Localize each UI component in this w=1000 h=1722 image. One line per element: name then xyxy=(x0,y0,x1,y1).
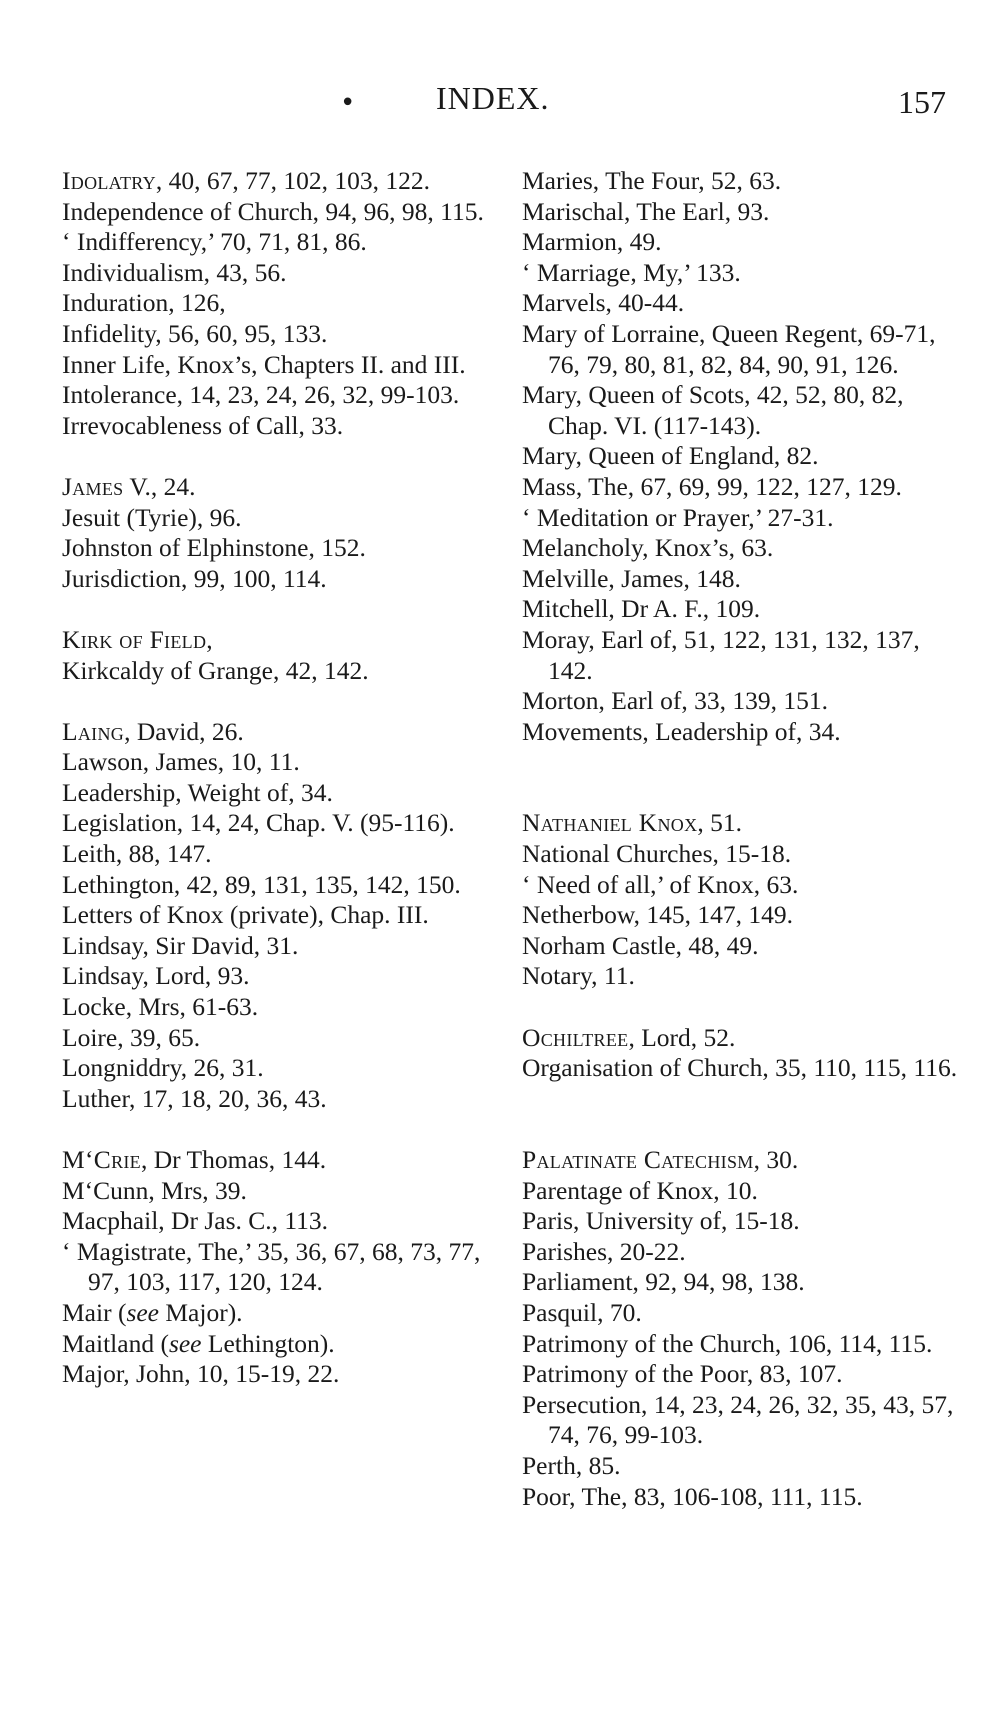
entry-text: Mitchell, Dr A. F., 109. xyxy=(522,594,761,624)
index-entry xyxy=(522,900,958,931)
entry-gap xyxy=(522,992,958,1023)
entry-text: Parliament, 92, 94, 98, 138. xyxy=(522,1267,805,1297)
index-entry xyxy=(522,472,958,503)
entry-text: Induration, 126, xyxy=(62,288,226,318)
entry-text: Melville, James, 148. xyxy=(522,563,741,593)
entry-text: Pasquil, 70. xyxy=(522,1297,642,1327)
entry-text: M‘Cunn, Mrs, 39. xyxy=(62,1175,247,1205)
entry-text: Maries, The Four, 52, 63. xyxy=(522,166,782,195)
entry-text: , Dr Thomas, 144. xyxy=(140,1145,327,1174)
entry-text: Patrimony of the Poor, 83, 107. xyxy=(522,1359,843,1389)
entry-text: Intolerance, 14, 23, 24, 26, 32, 99-103. xyxy=(62,380,460,410)
entry-text: Locke, Mrs, 61-63. xyxy=(62,992,259,1022)
entry-text: Mary, Queen of England, 82. xyxy=(522,441,819,471)
entry-text: Loire, 39, 65. xyxy=(62,1022,201,1052)
entry-text: V., 24. xyxy=(123,471,196,501)
index-entry xyxy=(522,319,958,380)
index-entry xyxy=(62,319,500,350)
entry-text: Jesuit (Tyrie), 96. xyxy=(62,502,242,532)
index-entry xyxy=(62,503,500,534)
index-entry xyxy=(62,931,500,962)
index-entry xyxy=(522,1237,958,1268)
entry-text: Legislation, 14, 24, Chap. V. (95-116). xyxy=(62,808,455,838)
index-entry xyxy=(522,166,958,197)
entry-gap xyxy=(522,1084,958,1115)
entry-text: Leith, 88, 147. xyxy=(62,839,212,869)
index-entry xyxy=(62,747,500,778)
entry-text: Inner Life, Knox’s, Chapters II. and III. xyxy=(62,349,466,379)
index-entry xyxy=(522,1451,958,1482)
entry-text: Melancholy, Knox’s, 63. xyxy=(522,533,774,563)
index-entry xyxy=(522,1359,958,1390)
entry-text: Mass, The, 67, 69, 99, 122, 127, 129. xyxy=(522,471,902,501)
entry-lead-word: James xyxy=(62,471,124,501)
index-entry xyxy=(62,1053,500,1084)
index-entry xyxy=(522,1206,958,1237)
index-entry xyxy=(62,411,500,442)
index-entry xyxy=(522,686,958,717)
entry-text: Kirkcaldy of Grange, 42, 142. xyxy=(62,655,369,685)
index-entry xyxy=(62,1023,500,1054)
index-entry xyxy=(62,227,500,258)
entry-text: , 51. xyxy=(697,808,743,838)
entry-gap xyxy=(62,1114,500,1145)
index-entry xyxy=(522,564,958,595)
entry-text: Parishes, 20-22. xyxy=(522,1236,686,1266)
index-entry xyxy=(62,1359,500,1390)
index-entry xyxy=(522,441,958,472)
entry-text: , David, 26. xyxy=(124,716,244,746)
entry-text: Patrimony of the Church, 106, 114, 115. xyxy=(522,1328,933,1358)
entry-text: Lindsay, Sir David, 31. xyxy=(62,930,299,960)
index-entry xyxy=(62,900,500,931)
entry-text: National Churches, 15-18. xyxy=(522,839,792,869)
index-entry xyxy=(62,166,500,197)
index-entry xyxy=(62,258,500,289)
entry-lead-word: Kirk of Field xyxy=(62,624,207,654)
entry-text: Marvels, 40-44. xyxy=(522,288,685,318)
entry-text: Infidelity, 56, 60, 95, 133. xyxy=(62,318,328,348)
entry-text: Irrevocableness of Call, 33. xyxy=(62,410,344,440)
index-entry xyxy=(62,656,500,687)
index-entry xyxy=(522,594,958,625)
entry-lead-word: M‘Crie xyxy=(62,1145,141,1174)
index-entry xyxy=(522,1482,958,1513)
entry-text-continued: Lethington). xyxy=(201,1328,335,1358)
index-entry xyxy=(522,1267,958,1298)
index-entry xyxy=(62,1206,500,1237)
entry-text: Lawson, James, 10, 11. xyxy=(62,747,300,777)
index-entry xyxy=(62,961,500,992)
entry-text: ‘ Need of all,’ of Knox, 63. xyxy=(522,869,799,899)
entry-text: Paris, University of, 15-18. xyxy=(522,1206,800,1236)
index-entry xyxy=(62,1084,500,1115)
page-number: 157 xyxy=(898,84,946,120)
entry-text: Independence of Church, 94, 96, 98, 115. xyxy=(62,196,484,226)
entry-text: Johnston of Elphinstone, 152. xyxy=(62,533,366,563)
index-column-right xyxy=(522,166,958,1512)
index-entry xyxy=(522,808,958,839)
entry-text: Moray, Earl of, 51, 122, 131, 132, 137, 142. xyxy=(522,624,920,685)
index-entry xyxy=(522,1176,958,1207)
index-entry xyxy=(62,870,500,901)
entry-text: Letters of Knox (private), Chap. III. xyxy=(62,900,429,930)
entry-text: , 40, 67, 77, 102, 103, 122. xyxy=(155,166,431,195)
entry-text: Macphail, Dr Jas. C., 113. xyxy=(62,1206,329,1236)
index-entry xyxy=(62,1237,500,1298)
index-entry xyxy=(522,380,958,441)
entry-text: Leadership, Weight of, 34. xyxy=(62,777,333,807)
index-entry xyxy=(522,288,958,319)
entry-text: Jurisdiction, 99, 100, 114. xyxy=(62,563,327,593)
index-entry xyxy=(522,258,958,289)
entry-gap xyxy=(522,747,958,778)
entry-lead-word: Nathaniel Knox xyxy=(522,808,698,838)
index-entry xyxy=(522,931,958,962)
entry-text: Lindsay, Lord, 93. xyxy=(62,961,250,991)
index-entry xyxy=(62,808,500,839)
index-entry xyxy=(522,503,958,534)
entry-text: Marmion, 49. xyxy=(522,227,662,257)
index-entry xyxy=(62,288,500,319)
index-entry xyxy=(522,1023,958,1054)
entry-text: Lethington, 42, 89, 131, 135, 142, 150. xyxy=(62,869,461,899)
entry-text: Notary, 11. xyxy=(522,961,635,991)
page-title: INDEX. xyxy=(436,80,550,116)
index-entry xyxy=(522,1329,958,1360)
index-entry xyxy=(522,625,958,686)
entry-text: Morton, Earl of, 33, 139, 151. xyxy=(522,686,828,716)
entry-gap xyxy=(62,594,500,625)
entry-lead-word: Palatinate Catechism xyxy=(522,1145,754,1174)
index-entry xyxy=(62,625,500,656)
entry-text: Major, John, 10, 15-19, 22. xyxy=(62,1359,340,1389)
entry-text: Mary, Queen of Scots, 42, 52, 80, 82, Chap. VI. (117-143). xyxy=(522,380,904,440)
entry-gap xyxy=(522,778,958,809)
entry-lead-word: Laing xyxy=(62,716,125,746)
entry-italic-text: see xyxy=(168,1328,202,1358)
entry-text: Individualism, 43, 56. xyxy=(62,257,287,287)
index-entry xyxy=(62,778,500,809)
index-entry xyxy=(522,870,958,901)
index-entry xyxy=(522,227,958,258)
entry-italic-text: see xyxy=(126,1297,159,1327)
index-entry xyxy=(62,1298,500,1329)
entry-text-continued: Major). xyxy=(159,1297,243,1327)
index-entry xyxy=(62,717,500,748)
entry-text: Norham Castle, 48, 49. xyxy=(522,930,759,960)
entry-gap xyxy=(62,441,500,472)
index-entry xyxy=(522,839,958,870)
index-entry xyxy=(522,1053,958,1084)
entry-text: Mair ( xyxy=(62,1297,127,1327)
header-dot: • xyxy=(340,88,356,118)
entry-text: Parentage of Knox, 10. xyxy=(522,1175,758,1205)
entry-text: ‘ Meditation or Prayer,’ 27-31. xyxy=(522,502,834,532)
entry-gap xyxy=(522,1114,958,1145)
index-entry xyxy=(62,1329,500,1360)
index-entry xyxy=(62,380,500,411)
entry-text: Organisation of Church, 35, 110, 115, 116. xyxy=(522,1053,958,1083)
entry-lead-word: Ochiltree xyxy=(522,1022,629,1052)
index-entry xyxy=(522,717,958,748)
entry-text: , xyxy=(206,624,213,654)
index-entry xyxy=(522,1145,958,1176)
index-entry xyxy=(62,564,500,595)
entry-text: ‘ Indifferency,’ 70, 71, 81, 86. xyxy=(62,227,367,257)
index-column-left xyxy=(62,166,500,1390)
index-entry xyxy=(522,533,958,564)
index-entry xyxy=(62,350,500,381)
index-entry xyxy=(62,992,500,1023)
entry-text: ‘ Magistrate, The,’ 35, 36, 67, 68, 73, 77, 97, 103, 117, 120, 124. xyxy=(62,1236,481,1297)
index-entry xyxy=(522,1390,958,1451)
entry-lead-word: Idolatry xyxy=(62,166,156,195)
index-entry xyxy=(522,197,958,228)
entry-text: Longniddry, 26, 31. xyxy=(62,1053,264,1083)
entry-gap xyxy=(62,686,500,717)
entry-text: Persecution, 14, 23, 24, 26, 32, 35, 43, 57, 74, 76, 99-103. xyxy=(522,1389,954,1450)
entry-text: ‘ Marriage, My,’ 133. xyxy=(522,257,741,287)
index-entry xyxy=(62,1176,500,1207)
index-entry xyxy=(62,839,500,870)
index-entry xyxy=(62,1145,500,1176)
index-entry xyxy=(62,197,500,228)
index-entry xyxy=(62,533,500,564)
entry-text: Mary of Lorraine, Queen Regent, 69-71, 76, 79, 80, 81, 82, 84, 90, 91, 126. xyxy=(522,318,936,379)
index-entry xyxy=(522,961,958,992)
entry-text: Maitland ( xyxy=(62,1328,169,1358)
entry-text: Poor, The, 83, 106-108, 111, 115. xyxy=(522,1481,863,1511)
entry-text: , Lord, 52. xyxy=(628,1022,736,1052)
entry-text: Movements, Leadership of, 34. xyxy=(522,716,841,746)
entry-text: Netherbow, 145, 147, 149. xyxy=(522,900,794,930)
entry-text: Marischal, The Earl, 93. xyxy=(522,196,770,226)
index-entry xyxy=(522,1298,958,1329)
entry-text: Luther, 17, 18, 20, 36, 43. xyxy=(62,1083,327,1113)
index-entry xyxy=(62,472,500,503)
entry-text: , 30. xyxy=(753,1145,799,1174)
entry-text: Perth, 85. xyxy=(522,1450,621,1480)
